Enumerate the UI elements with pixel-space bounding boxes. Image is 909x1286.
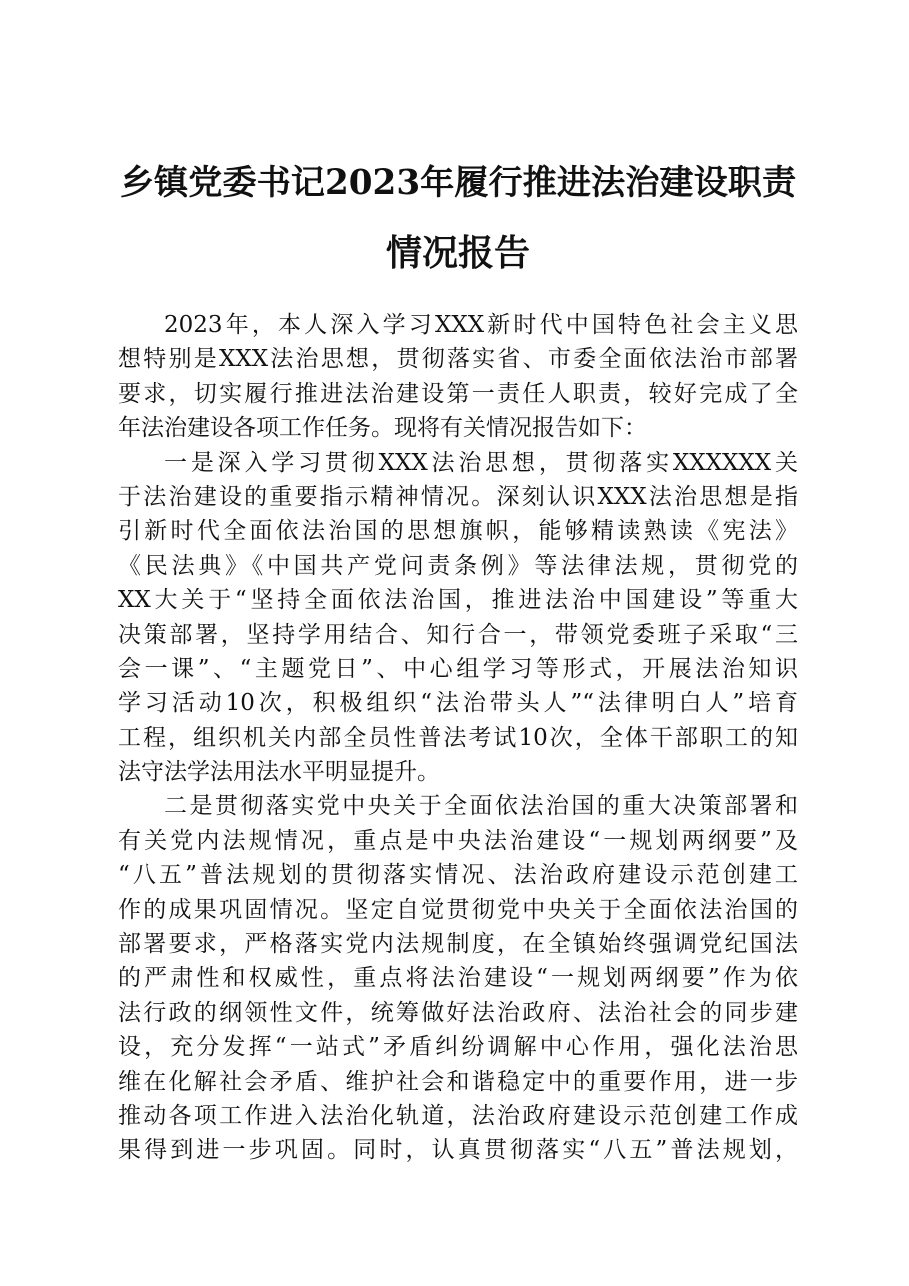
paragraph-section-1 — [118, 446, 798, 790]
text-line: 推动各项工作进入法治化轨道，法治政府建设示范创建工作成 — [118, 1102, 798, 1129]
text-line: 有关党内法规情况，重点是中央法治建设“一规划两纲要”及 — [118, 827, 798, 854]
text-line: 果得到进一步巩固。同时，认真贯彻落实“八五”普法规划， — [118, 1137, 798, 1164]
text-line: 决策部署，坚持学用结合、知行合一，带领党委班子采取“三 — [118, 621, 798, 648]
text-line: 的严肃性和权威性，重点将法治建设“一规划两纲要”作为依 — [118, 965, 798, 992]
text-line: 年法治建设各项工作任务。现将有关情况报告如下： — [118, 415, 647, 442]
title-line-2: 情况报告 — [385, 232, 530, 274]
text-line: 法行政的纲领性文件，统筹做好法治政府、法治社会的同步建 — [118, 999, 798, 1026]
text-line: “八五”普法规划的贯彻落实情况、法治政府建设示范创建工 — [118, 862, 798, 889]
text-line: 引新时代全面依法治国的思想旗帜，能够精读熟读《宪法》 — [118, 518, 798, 545]
text-line: 部署要求，严格落实党内法规制度，在全镇始终强调党纪国法 — [118, 931, 798, 958]
text-line: 工程，组织机关内部全员性普法考试10次，全体干部职工的知 — [118, 724, 798, 751]
text-line: 要求，切实履行推进法治建设第一责任人职责，较好完成了全 — [118, 380, 798, 407]
text-line: XX大关于“坚持全面依法治国，推进法治中国建设”等重大 — [118, 587, 798, 614]
document-title — [118, 148, 798, 288]
document-body — [118, 308, 798, 1168]
text-line: 2023年，本人深入学习XXX新时代中国特色社会主义思 — [164, 312, 798, 338]
text-line: 一是深入学习贯彻XXX法治思想，贯彻落实XXXXXX关 — [164, 449, 798, 476]
text-line: 《民法典》《中国共产党问责条例》等法律法规，贯彻党的 — [118, 552, 798, 579]
text-line: 二是贯彻落实党中央关于全面依法治国的重大决策部署和 — [164, 793, 798, 820]
text-line: 会一课”、“主题党日”、中心组学习等形式，开展法治知识 — [118, 655, 798, 682]
text-line: 作的成果巩固情况。坚定自觉贯彻党中央关于全面依法治国的 — [118, 896, 798, 923]
text-line: 想特别是XXX法治思想，贯彻落实省、市委全面依法治市部署 — [118, 346, 798, 373]
text-line: 于法治建设的重要指示精神情况。深刻认识XXX法治思想是指 — [118, 483, 798, 510]
paragraph-intro — [118, 308, 798, 446]
text-line: 设，充分发挥“一站式”矛盾纠纷调解中心作用，强化法治思 — [118, 1034, 798, 1061]
text-line: 维在化解社会矛盾、维护社会和谐稳定中的重要作用，进一步 — [118, 1068, 798, 1095]
title-line-1: 乡镇党委书记2023年履行推进法治建设职责 — [119, 163, 797, 203]
text-line: 学习活动10次，积极组织“法治带头人”“法律明白人”培育 — [118, 690, 798, 717]
text-line: 法守法学法用法水平明显提升。 — [118, 759, 440, 786]
paragraph-section-2 — [118, 789, 798, 1167]
